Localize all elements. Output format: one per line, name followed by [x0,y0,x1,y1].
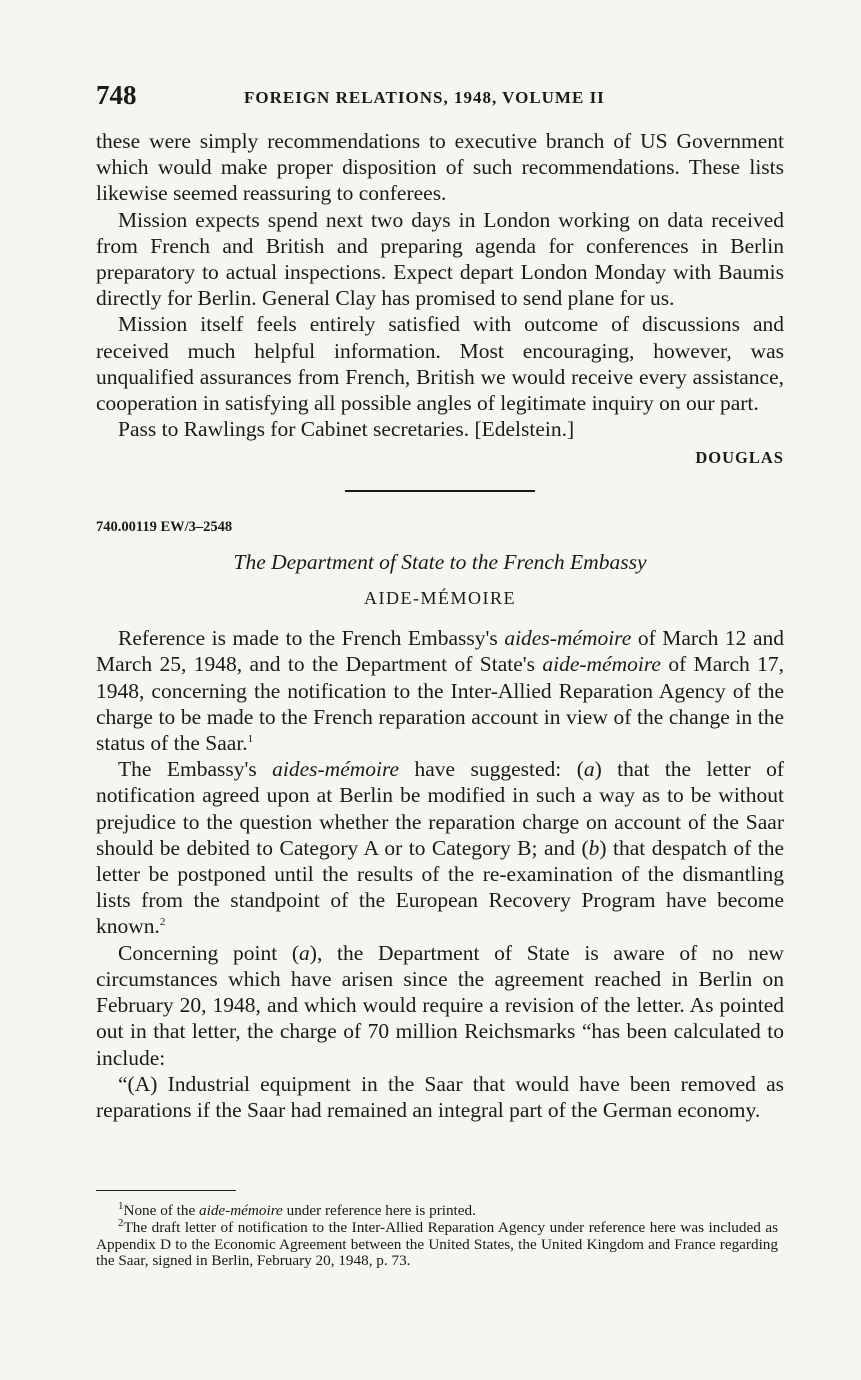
memo-paragraph [96,625,784,756]
text-run: of March 12 and March 25, 1948, and to the Department of State's [96,626,784,677]
text-run: None of the [123,1202,199,1219]
page-number: 748 [96,80,137,110]
footnote [96,1199,778,1220]
italic-run: b [588,835,600,860]
body-paragraph: these were simply recommendations to executive branch of US Government which would make proper disposition of such recommendations. These lists likewise seemed reassuring to conferees. [96,129,784,206]
footnote-ref: 1 [247,732,254,745]
page-header [96,80,786,114]
text-run: of March 17, 1948, concerning the notification to the Inter-Allied Reparation Agency of the charge to be made to the French reparation account in view of the change in the status of the Saar. [96,652,784,756]
italic-run: aide-mémoire [542,652,661,677]
page-body [96,128,784,1123]
footnote-mark: 2 [118,1216,124,1229]
memo-paragraph [96,940,784,1071]
signature: DOUGLAS [695,448,784,468]
footnote-mark: 1 [118,1199,124,1212]
file-number: 740.00119 EW/3–2548 [96,518,233,535]
text-run: ) that the letter of notification agreed upon at Berlin be modified in such a way as to be without prejudice to the question whether the reparation charge on account of the Saar should be debited to Category A or to Category B; and ( [96,757,784,860]
document-heading: The Department of State to the French Embassy [233,549,647,574]
section-divider [345,490,535,492]
text-run: ) that despatch of the letter be postponed until the results of the re-examination of the dismantling lists from the standpoint of the European Recovery Program have become known. [96,835,785,939]
italic-run: aide-mémoire [199,1202,283,1219]
text-run: The draft letter of notification to the Inter-Allied Reparation Agency under reference here was included as Appendix D to the Economic Agreement between the United States, the United Kingdom and France regarding the Saar, signed in Berlin, February 20, 1948, p. 73. [96,1218,778,1270]
footnote [96,1216,778,1270]
italic-run: aides-mémoire [504,626,632,651]
text-run: Concerning point ( [118,940,300,965]
body-paragraph: Pass to Rawlings for Cabinet secretaries. [Edelstein.] [118,417,575,442]
italic-run: a [299,940,310,965]
footnotes [96,1190,778,1270]
text-run: The Embassy's [118,757,273,782]
footnote-ref: 2 [159,916,166,929]
running-head: FOREIGN RELATIONS, 1948, VOLUME II [244,88,605,107]
italic-run: a [583,757,595,782]
body-paragraph: Mission itself feels entirely satisfied with outcome of discussions and received much helpful information. Most encouraging, however, was unqualified assurances from French, British we would receive every assistance, cooperation in satisfying all possible angles of legitimate inquiry on our part. [96,312,784,416]
italic-run: aides-mémoire [272,757,400,782]
text-run: under reference here is printed. [282,1202,476,1219]
footnote-rule [96,1190,236,1191]
quoted-paragraph: “(A) Industrial equipment in the Saar that would have been removed as reparations if the Saar had remained an integral part of the German economy. [96,1071,784,1122]
document-subheading: AIDE-MÉMOIRE [364,588,516,609]
text-run: have suggested: ( [399,757,584,782]
text-run: Reference is made to the French Embassy's [118,626,505,651]
body-paragraph: Mission expects spend next two days in London working on data received from French and British and preparing agenda for conferences in Berlin preparatory to actual inspections. Expect depart London Monday with Baumis directly for Berlin. General Clay has promised to send plane for us. [96,207,784,311]
memo-paragraph [96,756,784,939]
text-run: ), the Department of State is aware of no new circumstances which have arisen since the agreement reached in Berlin on February 20, 1948, and which would require a revision of the letter. As pointed out in that letter, the charge of 70 million Reichsmarks “has been calculated to include: [96,940,784,1070]
